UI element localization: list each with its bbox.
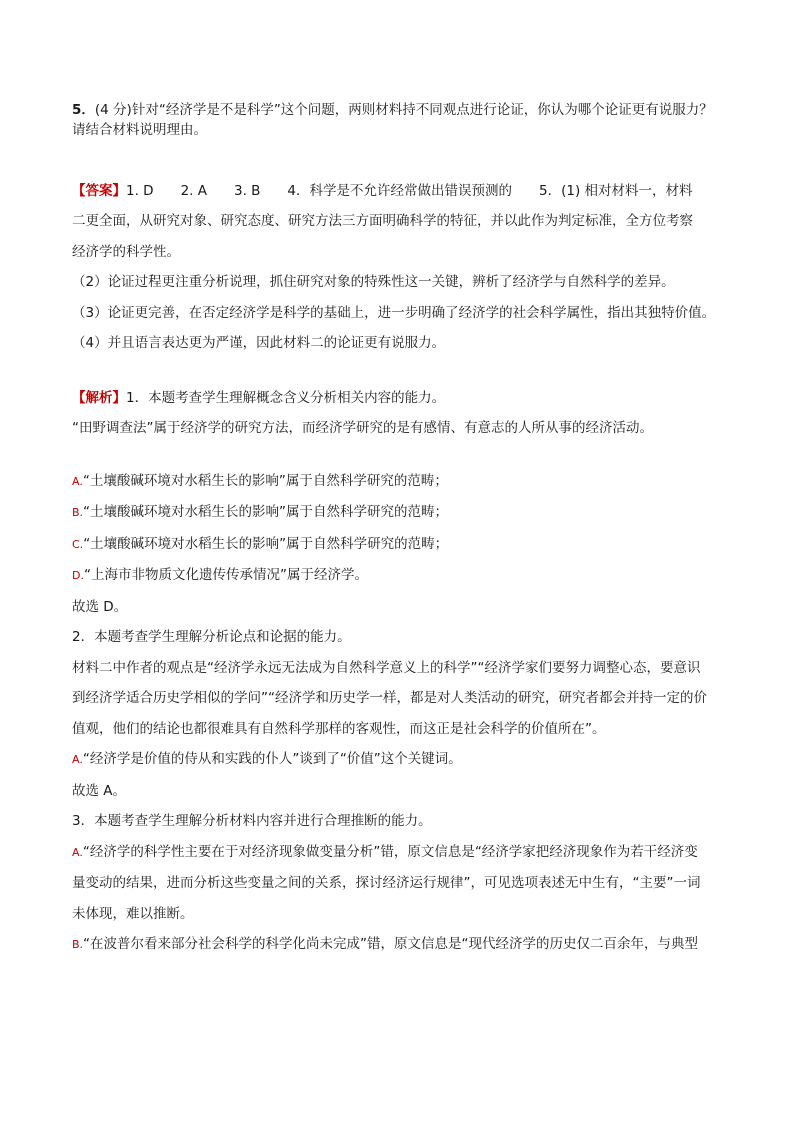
analysis-q2-line-1: 材料二中作者的观点是“经济学永远无法成为自然科学意义上的科学”“经济学家们要努力调整心态，要意识	[72, 659, 701, 676]
analysis-q2-choice: 故选 A。	[72, 782, 127, 799]
analysis-q1-option-b: B.“土壤酸碱环境对水稻生长的影响”属于自然科学研究的范畴；	[72, 504, 449, 520]
analysis-q3-option-a-line-3: 未体现，难以推断。	[72, 905, 194, 922]
analysis-q1-option-c: C.“土壤酸碱环境对水稻生长的影响”属于自然科学研究的范畴；	[72, 535, 449, 552]
analysis-q2-line-2: 到经济学适合历史学相似的学问”“经济学和历史学一样，都是对人类活动的研究，研究者都会并持一定的价	[72, 690, 707, 706]
question-5-line-1: 5．(4 分)针对“经济学是不是科学”这个问题，两则材料持不同观点进行论证，你认为哪个论证更有说服力？	[72, 102, 713, 118]
answer-line-1: 【答案】1. D 2. A 3. B 4．科学是不允许经常做出错误预测的 5．(1) 相对材料一，材料	[72, 182, 693, 199]
analysis-q3-intro: 3．本题考查学生理解分析材料内容并进行合理推断的能力。	[72, 813, 432, 829]
question-5-line-2: 请结合材料说明理由。	[72, 122, 207, 138]
answer-section	[72, 181, 738, 354]
analysis-q2-intro: 2．本题考查学生理解分析论点和论据的能力。	[72, 629, 351, 645]
answer-point-2: （2）论证过程更注重分析说理，抓住研究对象的特殊性这一关键，辨析了经济学与自然科学的差异。	[72, 274, 675, 290]
analysis-q3-option-b-line-1: B.“在波普尔看来部分社会科学的科学化尚未完成”错，原文信息是“现代经济学的历史仅二百余年，与典型	[72, 936, 699, 952]
analysis-section	[72, 388, 738, 956]
analysis-q1-line-2: “田野调查法”属于经济学的研究方法，而经济学研究的是有感情、有意志的人所从事的经济活动。	[72, 420, 653, 436]
answer-line-3: 经济学的科学性。	[72, 243, 180, 260]
question-5	[72, 100, 738, 140]
analysis-q1-option-a: A.“土壤酸碱环境对水稻生长的影响”属于自然科学研究的范畴；	[72, 472, 448, 489]
analysis-q1-choice: 故选 D。	[72, 598, 128, 615]
answer-point-4: （4）并且语言表达更为严谨，因此材料二的论证更有说服力。	[72, 335, 446, 351]
analysis-q2-line-3: 值观，他们的结论也都很难具有自然科学那样的客观性，而这正是社会科学的价值所在”。	[72, 720, 606, 737]
analysis-q2-option-a: A.“经济学是价值的侍从和实践的仆人”谈到了“价值”这个关键词。	[72, 751, 462, 767]
answer-line-2: 二更全面，从研究对象、研究态度、研究方法三方面明确科学的特征，并以此作为判定标准，全方位考察	[72, 213, 693, 229]
analysis-q3-option-a-line-2: 量变动的结果，进而分析这些变量之间的关系，探讨经济运行规律”，可见选项表述无中生有，“主要”一词	[72, 875, 701, 891]
analysis-q3-option-a-line-1: A.“经济学的科学性主要在于对经济现象做变量分析”错，原文信息是“经济学家把经济现象作为若干经济变	[72, 843, 698, 860]
analysis-q1-option-d: D.“上海市非物质文化遗传传承情况”属于经济学。	[72, 567, 368, 583]
analysis-q1-intro: 【解析】1．本题考查学生理解概念含义分析相关内容的能力。	[72, 389, 446, 406]
document-page	[72, 100, 738, 966]
analysis-tag: 【解析】	[72, 389, 126, 406]
answer-point-3: （3）论证更完善，在否定经济学是科学的基础上，进一步明确了经济学的社会科学属性，指出其独特价值。	[72, 304, 716, 321]
answer-tag: 【答案】	[72, 182, 126, 199]
